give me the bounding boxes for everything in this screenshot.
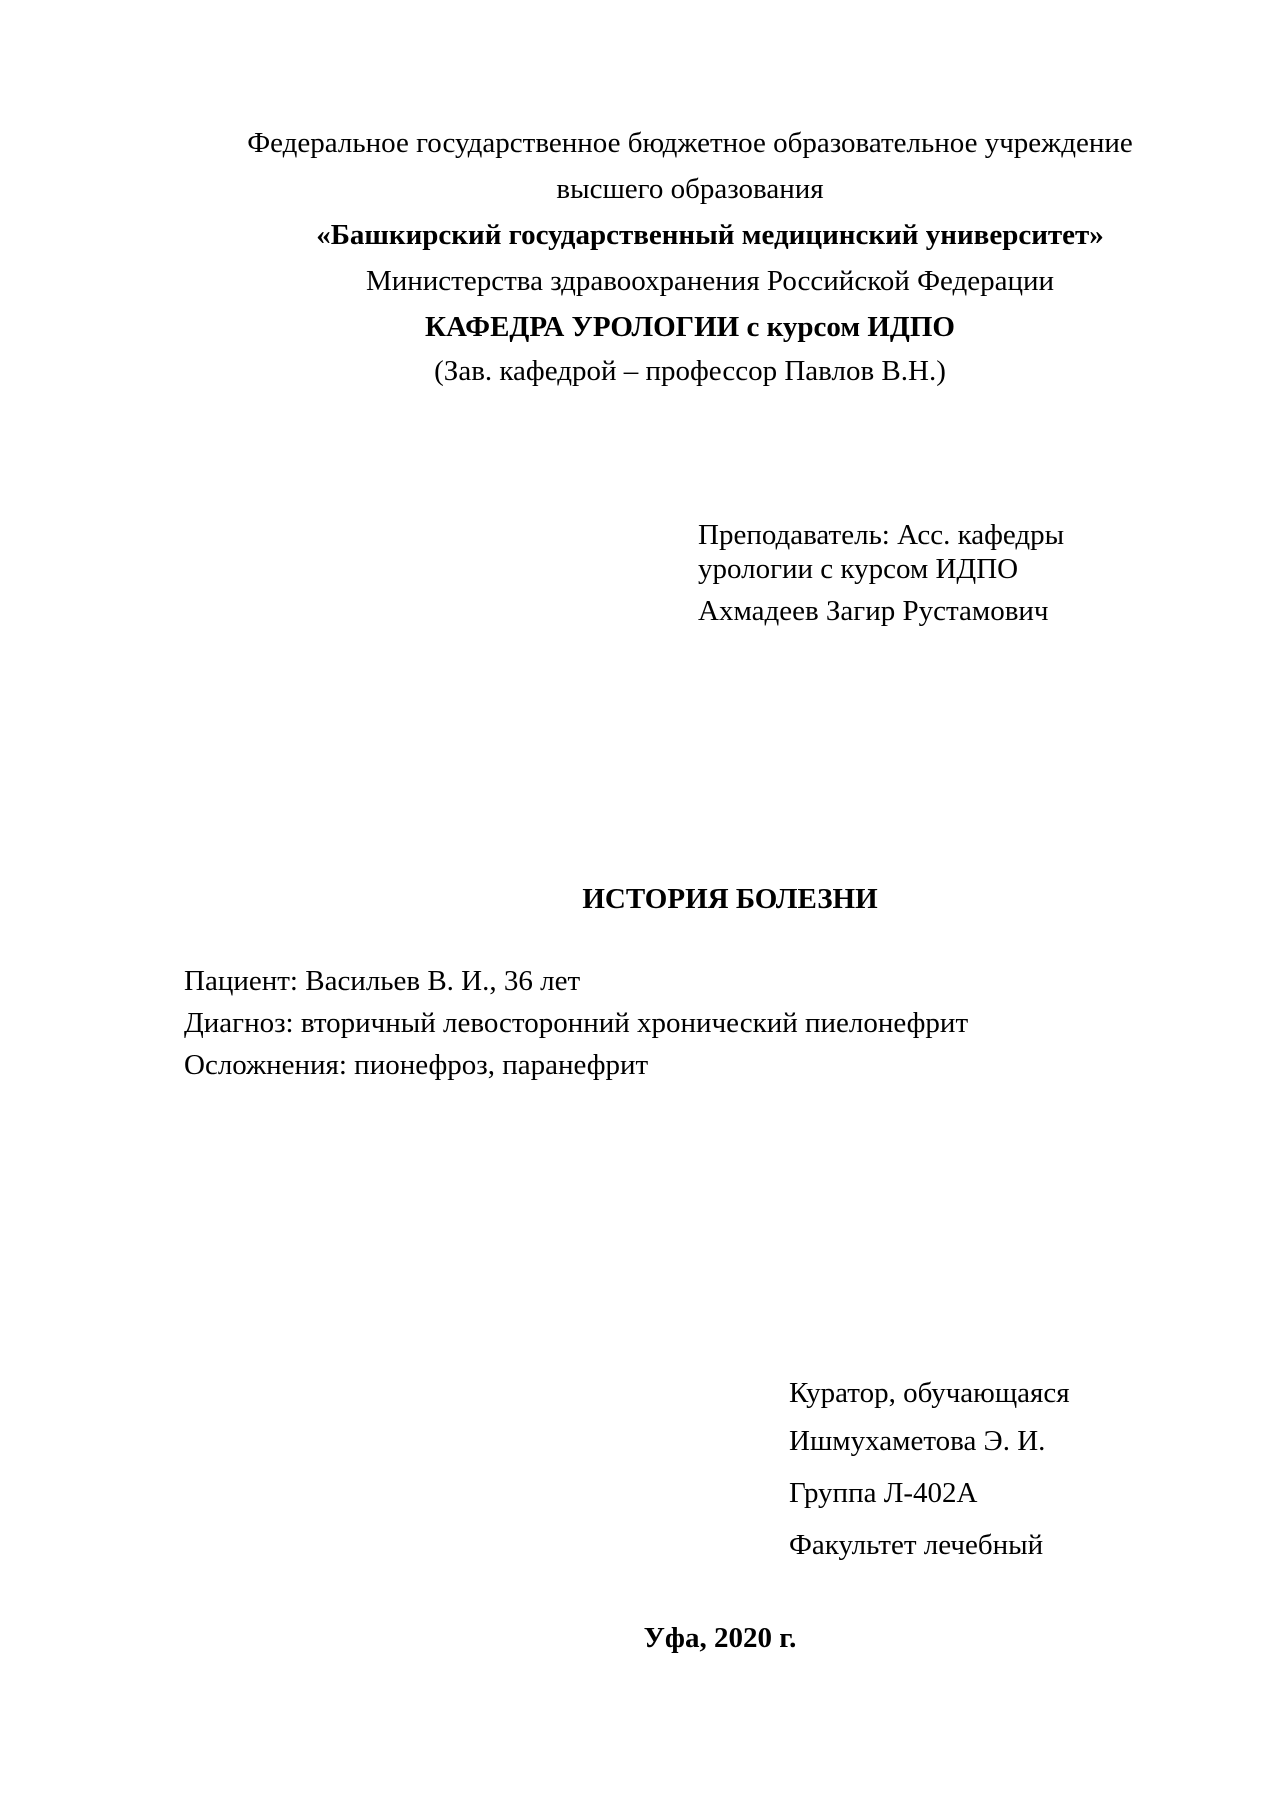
teacher-department: урологии с курсом ИДПО <box>698 553 1019 585</box>
patient-line: Пациент: Васильев В. И., 36 лет <box>184 965 581 997</box>
curator-title: Куратор, обучающаяся <box>789 1377 1070 1409</box>
head-of-department: (Зав. кафедрой – профессор Павлов В.Н.) <box>434 355 946 387</box>
institution-type-line: Федеральное государственное бюджетное образовательное учреждение <box>247 127 1133 159</box>
university-name: «Башкирский государственный медицинский университет» <box>316 219 1104 251</box>
curator-faculty: Факультет лечебный <box>789 1529 1044 1561</box>
complications-line: Осложнения: пионефроз, паранефрит <box>184 1049 649 1081</box>
teacher-title: Преподаватель: Асс. кафедры <box>698 519 1065 551</box>
curator-group: Группа Л-402А <box>789 1477 978 1509</box>
teacher-name: Ахмадеев Загир Рустамович <box>698 595 1049 627</box>
diagnosis-line: Диагноз: вторичный левосторонний хронический пиелонефрит <box>184 1007 969 1039</box>
curator-name: Ишмухаметова Э. И. <box>789 1425 1046 1457</box>
education-level-line: высшего образования <box>556 173 824 205</box>
city-year: Уфа, 2020 г. <box>643 1622 797 1654</box>
department-name: КАФЕДРА УРОЛОГИИ с курсом ИДПО <box>425 311 955 343</box>
ministry-line: Министерства здравоохранения Российской Федерации <box>365 265 1055 297</box>
document-title: ИСТОРИЯ БОЛЕЗНИ <box>582 883 878 915</box>
